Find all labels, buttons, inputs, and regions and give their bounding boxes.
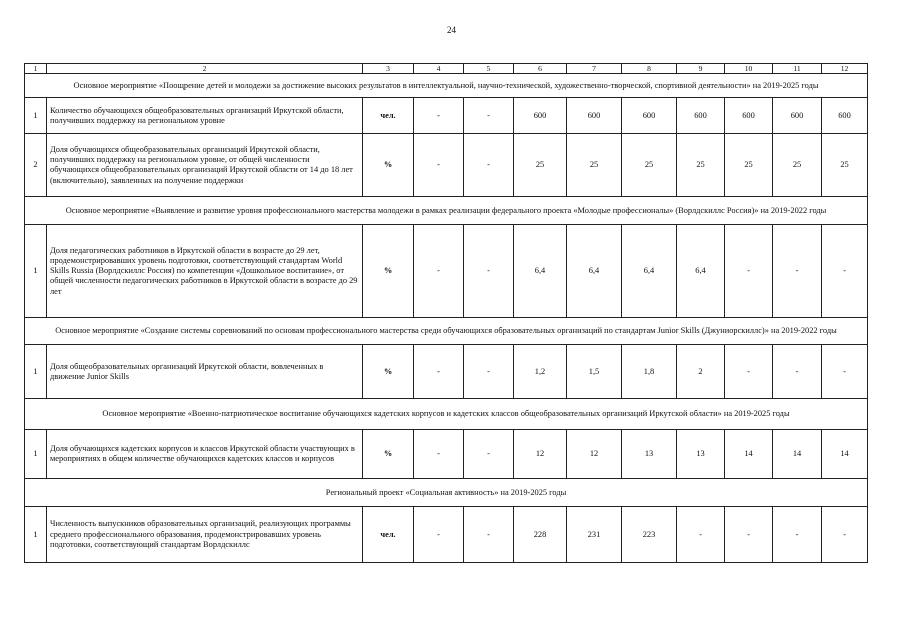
value-cell: 6,4 — [514, 225, 567, 318]
value-cell: 2 — [677, 345, 725, 399]
indicator-name-cell: Доля общеобразовательных организаций Иркутской области, вовлеченных в движение Junior Skills — [47, 345, 363, 399]
row-number-cell: 1 — [25, 225, 47, 318]
row-number-cell: 1 — [25, 98, 47, 134]
value-cell: - — [725, 507, 773, 563]
value-cell: 600 — [567, 98, 622, 134]
section-header-row — [25, 479, 868, 507]
value-cell: - — [464, 507, 514, 563]
section-title: Основное мероприятие «Поощрение детей и молодежи за достижение высоких результатов в интеллектуальной, научно-технической, художественно-творческой, спортивной деятельности» на 2019-2025 годы — [25, 74, 868, 98]
value-cell: 25 — [822, 134, 868, 197]
value-cell: 1,8 — [622, 345, 677, 399]
value-cell: 600 — [622, 98, 677, 134]
column-number-row — [25, 64, 868, 74]
column-header: 9 — [677, 64, 725, 74]
value-cell: 6,4 — [622, 225, 677, 318]
column-header: 4 — [414, 64, 464, 74]
value-cell: - — [464, 134, 514, 197]
value-cell: - — [725, 345, 773, 399]
unit-cell: чел. — [363, 98, 414, 134]
indicator-row — [25, 345, 868, 399]
value-cell: 600 — [514, 98, 567, 134]
indicator-row — [25, 134, 868, 197]
row-number-cell: 2 — [25, 134, 47, 197]
column-header: 12 — [822, 64, 868, 74]
unit-cell: % — [363, 430, 414, 479]
value-cell: 231 — [567, 507, 622, 563]
column-header: 11 — [773, 64, 822, 74]
section-title: Основное мероприятие «Создание системы соревнований по основам профессионального мастерства среди обучающихся образовательных организаций по стандартам Junior Skills (Джуниорскиллс)» на 2019-2022 годы — [25, 318, 868, 345]
value-cell: 12 — [514, 430, 567, 479]
value-cell: - — [414, 430, 464, 479]
value-cell: 13 — [622, 430, 677, 479]
value-cell: - — [464, 98, 514, 134]
value-cell: 14 — [725, 430, 773, 479]
value-cell: 13 — [677, 430, 725, 479]
value-cell: - — [414, 98, 464, 134]
column-header: 10 — [725, 64, 773, 74]
value-cell: - — [464, 430, 514, 479]
unit-cell: чел. — [363, 507, 414, 563]
indicator-name-cell: Численность выпускников образовательных организаций, реализующих программы среднего профессионального образования, продемонстрировавших уровень подготовки, соответствующий стандартам Ворлдскиллс — [47, 507, 363, 563]
indicator-row — [25, 430, 868, 479]
section-title: Региональный проект «Социальная активность» на 2019-2025 годы — [25, 479, 868, 507]
section-title: Основное мероприятие «Выявление и развитие уровня профессионального мастерства молодежи в рамках реализации федерального проекта «Молодые профессионалы» (Ворлдскиллс Россия)» на 2019-2022 годы — [25, 197, 868, 225]
section-header-row — [25, 399, 868, 430]
value-cell: - — [773, 507, 822, 563]
value-cell: 25 — [773, 134, 822, 197]
value-cell: - — [773, 345, 822, 399]
value-cell: 25 — [567, 134, 622, 197]
value-cell: 12 — [567, 430, 622, 479]
value-cell: 14 — [822, 430, 868, 479]
unit-cell: % — [363, 225, 414, 318]
column-header: 5 — [464, 64, 514, 74]
section-header-row — [25, 318, 868, 345]
section-header-row — [25, 197, 868, 225]
value-cell: - — [677, 507, 725, 563]
value-cell: 600 — [773, 98, 822, 134]
value-cell: 25 — [725, 134, 773, 197]
table-body — [25, 64, 868, 563]
column-header: 2 — [47, 64, 363, 74]
column-header: 8 — [622, 64, 677, 74]
indicator-name-cell: Доля педагогических работников в Иркутской области в возрасте до 29 лет, продемонстрировавших уровень подготовки, соответствующий стандартам World Skills Russia (Ворлдскиллс Россия) по компетенции «Дошкольное воспитание», от общей численности педагогических работников в Иркутской области в возрасте до 29 лет — [47, 225, 363, 318]
value-cell: - — [414, 134, 464, 197]
unit-cell: % — [363, 134, 414, 197]
column-header: 6 — [514, 64, 567, 74]
value-cell: 25 — [677, 134, 725, 197]
value-cell: 1,5 — [567, 345, 622, 399]
value-cell: 6,4 — [677, 225, 725, 318]
section-header-row — [25, 74, 868, 98]
value-cell: 14 — [773, 430, 822, 479]
indicator-name-cell: Доля обучающихся общеобразовательных организаций Иркутской области, получивших поддержку на региональном уровне, от общей численности обучающихся общеобразовательных организаций Иркутской области от 14 до 18 лет (включительно), заявленных на получение поддержки — [47, 134, 363, 197]
value-cell: - — [464, 225, 514, 318]
value-cell: 223 — [622, 507, 677, 563]
value-cell: - — [822, 225, 868, 318]
indicator-name-cell: Доля обучающихся кадетских корпусов и классов Иркутской области участвующих в мероприятиях в общем количестве обучающихся кадетских классов и корпусов — [47, 430, 363, 479]
value-cell: 228 — [514, 507, 567, 563]
value-cell: - — [725, 225, 773, 318]
value-cell: 600 — [725, 98, 773, 134]
row-number-cell: 1 — [25, 507, 47, 563]
value-cell: 25 — [622, 134, 677, 197]
indicators-table — [24, 63, 868, 563]
unit-cell: % — [363, 345, 414, 399]
section-title: Основное мероприятие «Военно-патриотическое воспитание обучающихся кадетских корпусов и кадетских классов общеобразовательных организаций Иркутской области» на 2019-2025 годы — [25, 399, 868, 430]
value-cell: - — [773, 225, 822, 318]
value-cell: 600 — [677, 98, 725, 134]
column-header: 1 — [25, 64, 47, 74]
value-cell: - — [822, 507, 868, 563]
value-cell: - — [414, 507, 464, 563]
indicator-row — [25, 98, 868, 134]
value-cell: 600 — [822, 98, 868, 134]
indicator-row — [25, 225, 868, 318]
value-cell: - — [414, 345, 464, 399]
value-cell: - — [464, 345, 514, 399]
value-cell: 1,2 — [514, 345, 567, 399]
value-cell: - — [822, 345, 868, 399]
value-cell: 6,4 — [567, 225, 622, 318]
indicator-row — [25, 507, 868, 563]
column-header: 3 — [363, 64, 414, 74]
indicator-name-cell: Количество обучающихся общеобразовательных организаций Иркутской области, получивших поддержку на региональном уровне — [47, 98, 363, 134]
row-number-cell: 1 — [25, 345, 47, 399]
value-cell: 25 — [514, 134, 567, 197]
column-header: 7 — [567, 64, 622, 74]
value-cell: - — [414, 225, 464, 318]
page-number: 24 — [447, 25, 456, 35]
row-number-cell: 1 — [25, 430, 47, 479]
